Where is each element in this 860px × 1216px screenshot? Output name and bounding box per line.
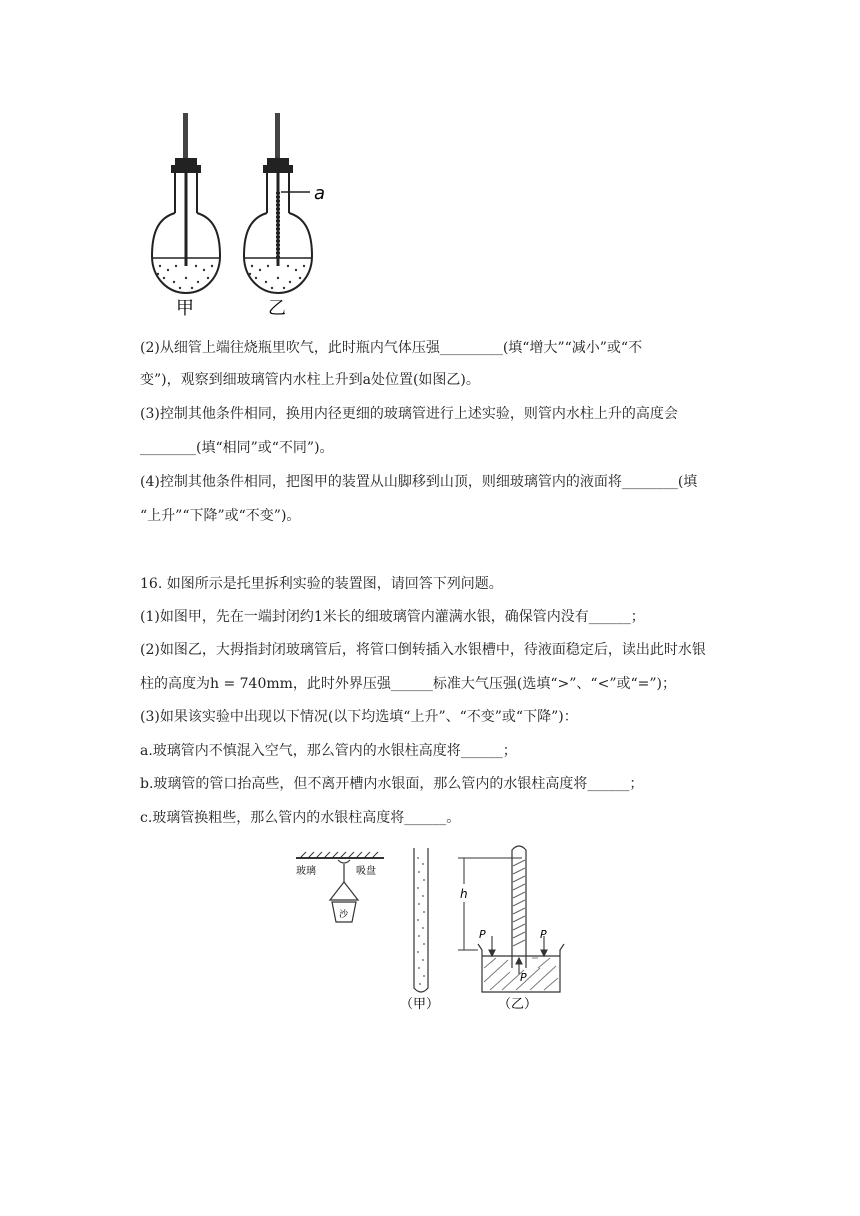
q15-part4-line1: (4)控制其他条件相同，把图甲的装置从山脚移到山顶，则细玻璃管内的液面将________(填 — [140, 474, 698, 490]
label-glass: 玻璃 — [296, 866, 316, 877]
flask-jia — [152, 113, 220, 293]
flask-figure — [140, 108, 350, 323]
label-p-inside: P — [520, 971, 527, 984]
caption-jia-2: （甲） — [400, 997, 440, 1012]
label-weight: 沙 — [339, 910, 349, 920]
q15-part2-line2: 变”)，观察到细玻璃管内水柱上升到a处位置(如图乙)。 — [140, 372, 480, 388]
q16-part2-line1: (2)如图乙，大拇指封闭玻璃管后，将管口倒转插入水银槽中，待液面稳定后，读出此时水银 — [140, 642, 706, 658]
label-a: a — [314, 183, 326, 204]
label-h: h — [460, 887, 468, 901]
label-sucker: 吸盘 — [356, 866, 376, 877]
q15-part3-line2: ________(填“相同”或“不同”)。 — [140, 440, 334, 456]
q16-title: 16. 如图所示是托里拆利实验的装置图，请回答下列问题。 — [140, 576, 503, 592]
q15-part2-line1: (2)从细管上端往烧瓶里吹气，此时瓶内气体压强_________(填“增大”“减小”或“不 — [140, 340, 643, 356]
q16-part2-line2: 柱的高度为h = 740mm，此时外界压强______标准大气压强(选填“>”、“<”或“=”)； — [140, 676, 676, 692]
q16-part3-a: a.玻璃管内不慎混入空气，那么管内的水银柱高度将______； — [140, 743, 517, 759]
q16-part1: (1)如图甲，先在一端封闭约1米长的细玻璃管内灌满水银，确保管内没有______； — [140, 609, 645, 625]
tube-yi — [512, 846, 526, 968]
caption-jia: 甲 — [176, 298, 194, 319]
label-p-left: P — [479, 928, 486, 941]
q16-part3: (3)如果该实验中出现以下情况(以下均选填“上升”、“不变”或“下降”)： — [140, 709, 578, 725]
caption-yi: 乙 — [268, 298, 286, 319]
flask-yi — [244, 113, 312, 293]
q16-part3-c: c.玻璃管换粗些，那么管内的水银柱高度将______。 — [140, 810, 461, 826]
label-p-right: P — [540, 928, 547, 941]
q15-part3-line1: (3)控制其他条件相同，换用内径更细的玻璃管进行上述实验，则管内水柱上升的高度会 — [140, 406, 678, 422]
q16-part3-b: b.玻璃管的管口抬高些，但不离开槽内水银面，那么管内的水银柱高度将______； — [140, 776, 644, 792]
q15-part4-line2: “上升”“下降”或“不变”)。 — [140, 508, 301, 524]
caption-yi-2: （乙） — [498, 997, 538, 1012]
tube-jia — [414, 848, 428, 992]
ceiling — [296, 852, 384, 858]
torricelli-figure — [292, 838, 572, 1016]
